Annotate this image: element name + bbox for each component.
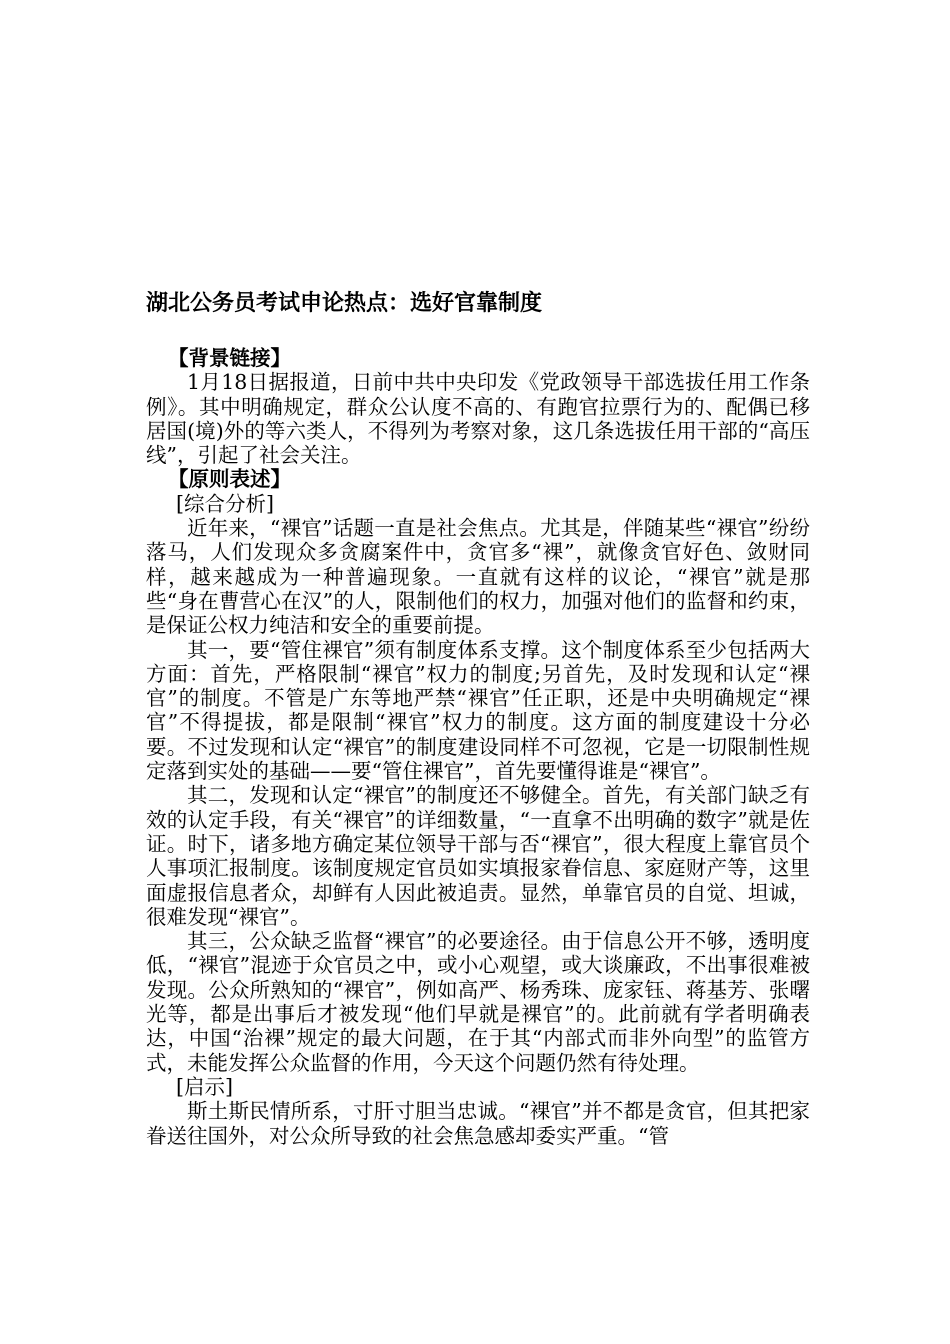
analysis-paragraph-3: 其二，发现和认定“裸官”的制度还不够健全。首先，有关部门缺乏有效的认定手段，有关“裸官”的详细数量，“一直拿不出明确的数字”就是佐证。时下，诸多地方确定某位领导干部与否“裸官”，很大程度上靠官员个人事项汇报制度。该制度规定官员如实填报家眷信息、家庭财产等，这里面虚报信息者众，却鲜有人因此被追责。显然，单靠官员的自觉、坦诚，很难发现“裸官”。 [146, 783, 810, 929]
principle-heading: 【原则表述】 [168, 467, 291, 492]
insight-paragraph: 斯土斯民情所系，寸肝寸胆当忠诚。“裸官”并不都是贪官，但其把家眷送往国外，对公众所导致的社会焦急感却委实严重。“管 [146, 1099, 810, 1148]
analysis-paragraph-1: 近年来，“裸官”话题一直是社会焦点。尤其是，伴随某些“裸官”纷纷落马，人们发现众多贪腐案件中，贪官多“裸”，就像贪官好色、敛财同样，越来越成为一种普遍现象。一直就有这样的议论，“裸官”就是那些“身在曹营心在汉”的人，限制他们的权力，加强对他们的监督和约束，是保证公权力纯洁和安全的重要前提。 [146, 516, 810, 638]
background-paragraph: 1月18日据报道，日前中共中央印发《党政领导干部选拔任用工作条例》。其中明确规定，群众公认度不高的、有跑官拉票行为的、配偶已移居国(境)外的等六类人，不得列为考察对象，这几条选拔任用干部的“高压线”，引起了社会关注。 [146, 370, 810, 468]
insight-heading: [启示] [176, 1074, 233, 1099]
document-title: 湖北公务员考试申论热点：选好官靠制度 [146, 291, 543, 316]
document-body [146, 346, 810, 1148]
analysis-paragraph-2: 其一，要“管住裸官”须有制度体系支撑。这个制度体系至少包括两大方面：首先，严格限制“裸官”权力的制度;另首先，及时发现和认定“裸官”的制度。不管是广东等地严禁“裸官”任正职，还是中央明确规定“裸官”不得提拔，都是限制“裸官”权力的制度。这方面的制度建设十分必要。不过发现和认定“裸官”的制度建设同样不可忽视，它是一切限制性规定落到实处的基础——要“管住裸官”，首先要懂得谁是“裸官”。 [146, 637, 810, 784]
analysis-heading: [综合分析] [176, 491, 274, 516]
background-heading: 【背景链接】 [168, 346, 291, 370]
analysis-paragraph-4: 其三，公众缺乏监督“裸官”的必要途径。由于信息公开不够，透明度低，“裸官”混迹于众官员之中，或小心观望，或大谈廉政，不出事很难被发现。公众所熟知的“裸官”，例如高严、杨秀珠、庞家钰、蒋基芳、张曙光等，都是出事后才被发现“他们早就是裸官”的。此前就有学者明确表达，中国“治裸”规定的最大问题，在于其“内部式而非外向型”的监管方式，未能发挥公众监督的作用，今天这个问题仍然有待处理。 [146, 929, 810, 1075]
